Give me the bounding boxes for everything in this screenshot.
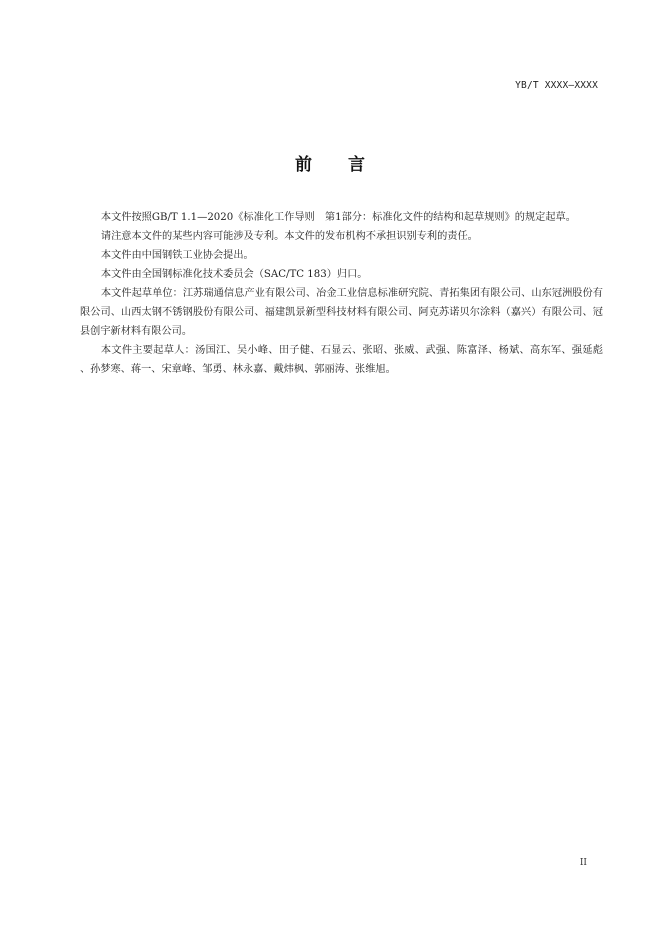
paragraph-proposer: 本文件由中国钢铁工业协会提出。 (100, 250, 254, 261)
title-char-1: 前 (295, 155, 314, 175)
foreword-body (80, 208, 603, 379)
paragraph-committee: 本文件由全国钢标准化技术委员会（SAC/TC 183）归口。 (100, 269, 368, 280)
paragraph-patent-notice: 请注意本文件的某些内容可能涉及专利。本文件的发布机构不承担识别专利的责任。 (100, 231, 478, 242)
document-code: YB/T XXXX—XXXX (515, 80, 598, 91)
page-title (0, 150, 662, 175)
paragraph-drafting-rules: 本文件按照GB/T 1.1—2020《标准化工作导则 第1部分：标准化文件的结构和起草规则》的规定起草。 (100, 212, 576, 223)
paragraph-drafters: 本文件主要起草人：汤国江、吴小峰、田子健、石显云、张昭、张威、武强、陈富泽、杨斌、高东军、强延彪 、孙梦寒、蒋一、宋章峰、邹勇、林永嘉、戴炜枫、郭丽涛、张维旭。 (80, 345, 603, 375)
paragraph-drafting-units: 本文件起草单位：江苏瑞通信息产业有限公司、冶金工业信息标准研究院、青拓集团有限公司、山东冠洲股份有限公司、山西太钢不锈钢股份有限公司、福建凯景新型科技材料有限公司、阿克苏诺贝尔涂料（嘉兴）有限公司、冠县创宇新材料有限公司。 (80, 288, 603, 337)
title-char-2: 言 (348, 155, 367, 175)
page-number: II (579, 858, 587, 868)
